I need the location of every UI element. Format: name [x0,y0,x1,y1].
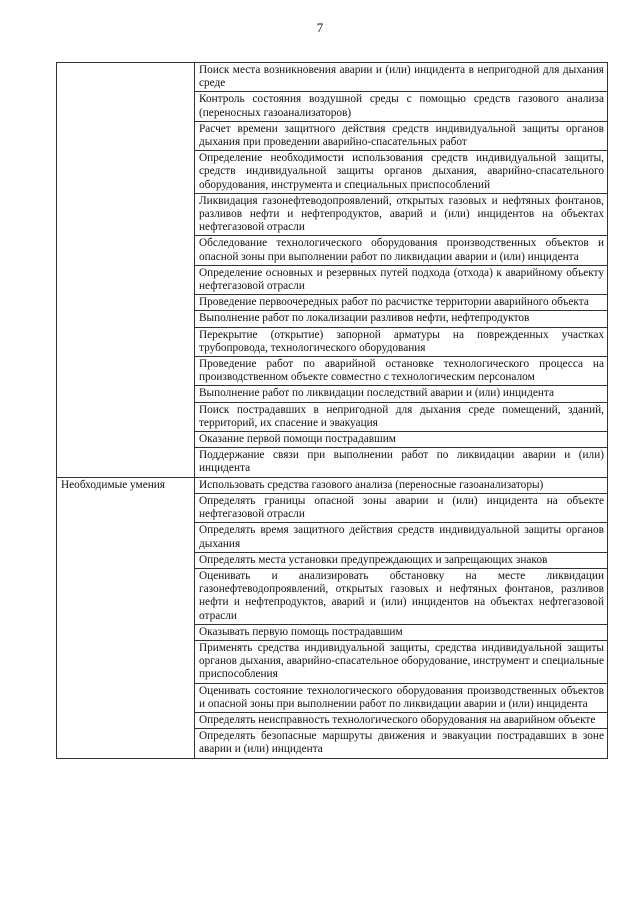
item-cell: Ликвидация газонефтеводопроявлений, открытых газовых и нефтяных фонтанов, разливов нефти и нефтепродуктов, аварий и (или) инцидентов на объектах нефтегазовой отрасли [195,193,608,236]
item-cell: Применять средства индивидуальной защиты, средства индивидуальной защиты органов дыхания, аварийно-спасательное оборудование, инструмент и специальные приспособления [195,640,608,683]
item-cell: Контроль состояния воздушной среды с помощью средств газового анализа (переносных газоанализаторов) [195,92,608,121]
item-cell: Определять безопасные маршруты движения и эвакуации пострадавших в зоне аварии и (или) инцидента [195,729,608,758]
page-number: 7 [316,20,324,35]
item-cell: Обследование технологического оборудования производственных объектов и опасной зоны при выполнении работ по ликвидации аварии и (или) инцидента [195,236,608,265]
section-label-cell: Необходимые умения [57,477,195,758]
item-cell: Поддержание связи при выполнении работ по ликвидации аварии и (или) инцидента [195,448,608,477]
item-cell: Оказание первой помощи пострадавшим [195,432,608,448]
item-cell: Выполнение работ по локализации разливов нефти, нефтепродуктов [195,311,608,327]
item-cell: Определение необходимости использования средств индивидуальной защиты, средств индивидуальной защиты органов дыхания, аварийно-спасательного оборудования, инструмента и специальных приспособлений [195,151,608,194]
item-cell: Перекрытие (открытие) запорной арматуры на поврежденных участках трубопровода, технологического оборудования [195,327,608,356]
item-cell: Проведение первоочередных работ по расчистке территории аварийного объекта [195,295,608,311]
item-cell: Выполнение работ по ликвидации последствий аварии и (или) инцидента [195,386,608,402]
item-cell: Использовать средства газового анализа (переносные газоанализаторы) [195,477,608,493]
table-row [57,477,608,493]
item-cell: Поиск места возникновения аварии и (или) инцидента в непригодной для дыхания среде [195,63,608,92]
item-cell: Определять места установки предупреждающих и запрещающих знаков [195,552,608,568]
competency-table [56,62,608,759]
item-cell: Оказывать первую помощь пострадавшим [195,624,608,640]
table-row [57,63,608,92]
item-cell: Определение основных и резервных путей подхода (отхода) к аварийному объекту нефтегазовой отрасли [195,265,608,294]
item-cell: Определять границы опасной зоны аварии и (или) инцидента на объекте нефтегазовой отрасли [195,493,608,522]
item-cell: Оценивать состояние технологического оборудования производственных объектов и опасной зоны при выполнении работ по ликвидации аварии и (или) инцидента [195,683,608,712]
item-cell: Определять неисправность технологического оборудования на аварийном объекте [195,712,608,728]
section-label-cell-empty [57,63,195,478]
competency-table-body [57,63,608,759]
item-cell: Поиск пострадавших в непригодной для дыхания среде помещений, зданий, территорий, их спасение и эвакуация [195,402,608,431]
item-cell: Расчет времени защитного действия средств индивидуальной защиты органов дыхания при проведении аварийно-спасательных работ [195,121,608,150]
item-cell: Определять время защитного действия средств индивидуальной защиты органов дыхания [195,523,608,552]
item-cell: Оценивать и анализировать обстановку на месте ликвидации газонефтеводопроявлений, открытых газовых и нефтяных фонтанов, разливов нефти и нефтепродуктов, аварий и (или) инцидентов на объектах нефтегазовой отрасли [195,568,608,624]
item-cell: Проведение работ по аварийной остановке технологического процесса на производственном объекте совместно с технологическим персоналом [195,357,608,386]
